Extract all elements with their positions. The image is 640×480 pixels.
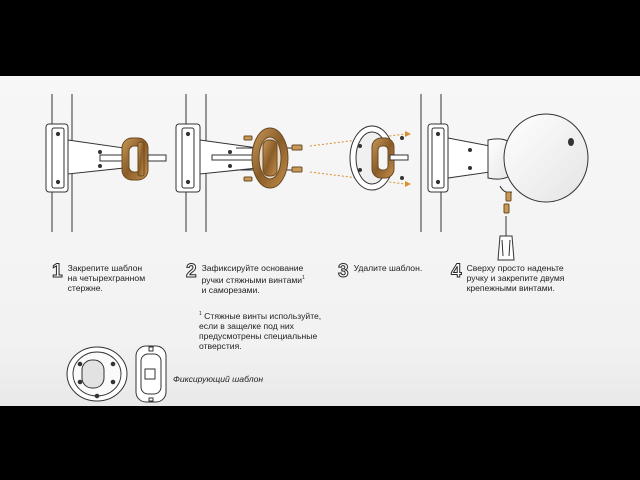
step-4-illustration	[421, 94, 588, 260]
step-2-illustration	[176, 94, 302, 232]
template-plate	[122, 138, 148, 180]
screwdriver-icon	[498, 216, 514, 260]
step-2	[186, 263, 305, 295]
footnote-text: Стяжные винты используйте, если в защелке под них предусмотрены специальные отверстия.	[199, 310, 322, 351]
footnote-mark: 1	[302, 275, 305, 281]
step-text: Сверху просто наденьте ручку и закрепите двумя крепежными винтами.	[466, 263, 565, 293]
step-1-illustration	[46, 94, 166, 232]
step-text: Удалите шаблон.	[353, 263, 423, 273]
step-text-rest: и саморезами.	[201, 284, 260, 295]
step-number: 2	[186, 261, 197, 282]
screw-icon	[504, 192, 511, 213]
template-caption: Фиксирующий шаблон	[173, 374, 264, 384]
step-number: 3	[338, 261, 349, 282]
step-number: 4	[451, 261, 462, 282]
handle-base-plate	[252, 128, 288, 188]
step-number: 1	[52, 261, 63, 282]
step-3	[338, 263, 422, 281]
step-3-illustration	[350, 126, 408, 190]
step-text	[202, 263, 305, 295]
footnote-mark: 1	[199, 311, 202, 317]
step-text: Закрепите шаблон на четырехгранном стержне.	[67, 263, 146, 293]
step-4	[451, 263, 564, 293]
step-text-main: Зафиксируйте основание ручки стяжными винтами	[201, 263, 304, 285]
step-1	[52, 263, 145, 293]
footnote	[199, 309, 321, 351]
instruction-diagram	[0, 76, 640, 406]
diagram-illustrations	[0, 76, 640, 406]
fixing-template-detail	[67, 346, 166, 402]
door-knob	[488, 114, 588, 202]
